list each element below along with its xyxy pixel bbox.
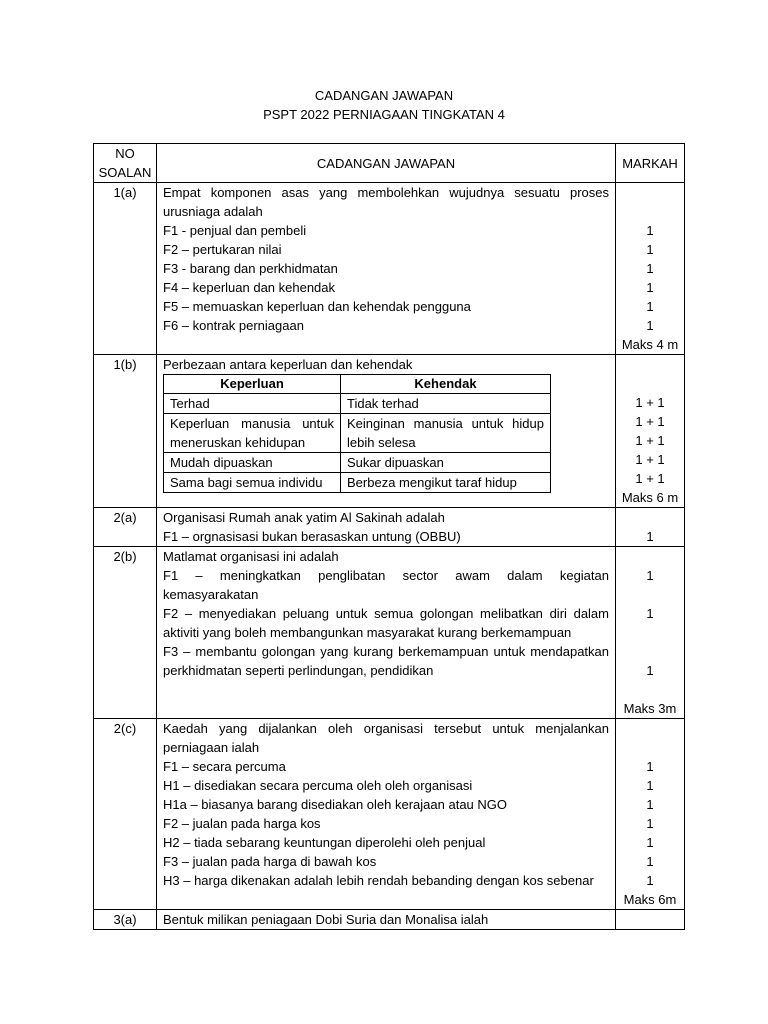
header-question-number: NO SOALAN	[94, 144, 157, 183]
answer-intro: Organisasi Rumah anak yatim Al Sakinah adalah	[163, 510, 445, 525]
comparison-cell: Mudah dipuaskan	[164, 453, 341, 473]
answer-point: F6 – kontrak perniagaan	[163, 318, 304, 333]
question-number: 1(b)	[94, 355, 157, 508]
answer-point: F1 – meningkatkan penglibatan sector awam dalam kegiatan kemasyarakatan	[163, 568, 609, 602]
comparison-cell: Keinginan manusia untuk hidup lebih selesa	[341, 414, 551, 453]
marks-cell	[616, 183, 685, 355]
mark: 1	[646, 606, 654, 621]
answer-point: F2 – pertukaran nilai	[163, 242, 282, 257]
mark: 1	[646, 318, 654, 333]
document-subtitle: PSPT 2022 PERNIAGAAN TINGKATAN 4	[263, 107, 505, 122]
question-number: 2(a)	[94, 508, 157, 547]
answer-point: H1a – biasanya barang disediakan oleh kerajaan atau NGO	[163, 797, 508, 812]
answer-point: H1 – disediakan secara percuma oleh oleh organisasi	[163, 778, 473, 793]
marks-cell	[616, 910, 685, 930]
answer-point: F3 – jualan pada harga di bawah kos	[163, 854, 377, 869]
header-marks: MARKAH	[616, 144, 685, 183]
mark: 1	[646, 242, 654, 257]
mark: 1	[646, 816, 654, 831]
question-number: 1(a)	[94, 183, 157, 355]
answer-point: F1 – secara percuma	[163, 759, 286, 774]
mark: 1	[646, 854, 654, 869]
table-row	[94, 508, 685, 547]
marks-cell	[616, 355, 685, 508]
max-marks: Maks 4 m	[621, 337, 679, 352]
mark: 1	[646, 568, 654, 583]
mark: 1	[646, 223, 654, 238]
mark: 1	[646, 759, 654, 774]
answer-intro: Empat komponen asas yang membolehkan wujudnya sesuatu proses urusniaga adalah	[163, 185, 609, 219]
mark: 1 + 1	[635, 395, 665, 410]
mark: 1 + 1	[635, 433, 665, 448]
question-number: 2(c)	[94, 719, 157, 910]
marks-cell	[616, 719, 685, 910]
mark: 1	[646, 529, 654, 544]
answer-intro: Bentuk milikan peniagaan Dobi Suria dan Monalisa ialah	[163, 912, 489, 927]
answer-cell	[157, 183, 616, 355]
answer-point: F5 – memuaskan keperluan dan kehendak pengguna	[163, 299, 471, 314]
mark: 1 + 1	[635, 471, 665, 486]
max-marks: Maks 6 m	[621, 490, 679, 505]
comparison-cell: Sama bagi semua individu	[164, 473, 341, 493]
question-number: 3(a)	[94, 910, 157, 930]
mark: 1 + 1	[635, 452, 665, 467]
table-row	[94, 547, 685, 719]
comparison-head: Keperluan	[164, 375, 341, 394]
marks-cell	[616, 508, 685, 547]
comparison-cell: Tidak terhad	[341, 394, 551, 414]
answer-cell	[157, 355, 616, 508]
table-row	[94, 719, 685, 910]
comparison-cell: Berbeza mengikut taraf hidup	[341, 473, 551, 493]
max-marks: Maks 3m	[623, 701, 677, 716]
mark: 1	[646, 299, 654, 314]
mark: 1	[646, 797, 654, 812]
mark: 1	[646, 261, 654, 276]
answer-point: F3 - barang dan perkhidmatan	[163, 261, 338, 276]
answer-point: F4 – keperluan dan kehendak	[163, 280, 336, 295]
table-row	[94, 183, 685, 355]
mark: 1	[646, 280, 654, 295]
answer-intro: Matlamat organisasi ini adalah	[163, 549, 339, 564]
document-header	[0, 86, 768, 124]
mark: 1	[646, 873, 654, 888]
answer-point: H3 – harga dikenakan adalah lebih rendah bebanding dengan kos sebenar	[163, 873, 594, 888]
answer-point: F1 - penjual dan pembeli	[163, 223, 307, 238]
mark: 1	[646, 663, 654, 678]
answer-point: F2 – jualan pada harga kos	[163, 816, 321, 831]
comparison-head: Kehendak	[341, 375, 551, 394]
question-number: 2(b)	[94, 547, 157, 719]
answer-cell	[157, 910, 616, 930]
answer-cell	[157, 719, 616, 910]
answer-point: F2 – menyediakan peluang untuk semua golongan melibatkan diri dalam aktiviti yang boleh membangunkan masyarakat kurang berkemampuan	[163, 606, 609, 640]
answer-table	[93, 143, 685, 930]
comparison-cell: Terhad	[164, 394, 341, 414]
mark: 1	[646, 778, 654, 793]
max-marks: Maks 6m	[623, 892, 677, 907]
comparison-cell: Keperluan manusia untuk meneruskan kehidupan	[164, 414, 341, 453]
answer-point: F1 – orgnasisasi bukan berasaskan untung (OBBU)	[163, 529, 461, 544]
document-title: CADANGAN JAWAPAN	[314, 88, 454, 103]
table-header-row	[94, 144, 685, 183]
answer-cell	[157, 508, 616, 547]
header-answer: CADANGAN JAWAPAN	[157, 144, 616, 183]
mark: 1	[646, 835, 654, 850]
answer-intro: Kaedah yang dijalankan oleh organisasi tersebut untuk menjalankan perniagaan ialah	[163, 721, 609, 755]
comparison-table	[163, 374, 551, 493]
table-row	[94, 910, 685, 930]
answer-intro: Perbezaan antara keperluan dan kehendak	[163, 357, 413, 372]
answer-point: H2 – tiada sebarang keuntungan diperolehi oleh penjual	[163, 835, 486, 850]
table-row	[94, 355, 685, 508]
marks-cell	[616, 547, 685, 719]
answer-point: F3 – membantu golongan yang kurang berkemampuan untuk mendapatkan perkhidmatan seperti perlindungan, pendidikan	[163, 644, 609, 678]
mark: 1 + 1	[635, 414, 665, 429]
comparison-cell: Sukar dipuaskan	[341, 453, 551, 473]
answer-cell	[157, 547, 616, 719]
